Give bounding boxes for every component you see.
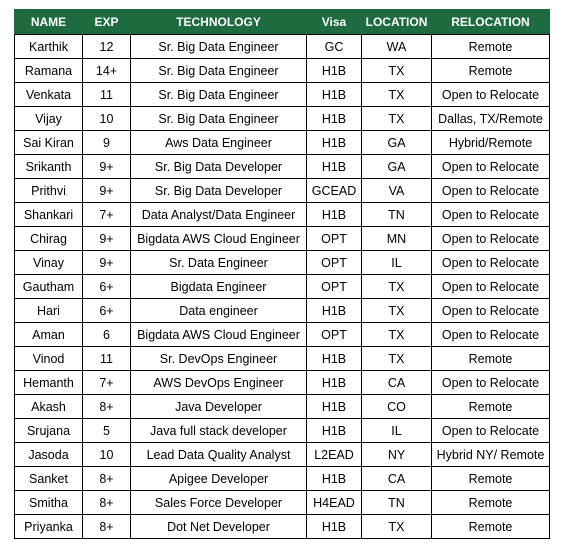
header-exp: EXP (83, 10, 131, 35)
cell-name: Hari (15, 299, 83, 323)
cell-location: TX (362, 107, 432, 131)
cell-relocation: Open to Relocate (432, 371, 550, 395)
cell-visa: H1B (307, 299, 362, 323)
header-relocation: RELOCATION (432, 10, 550, 35)
cell-visa: H1B (307, 107, 362, 131)
cell-location: TN (362, 203, 432, 227)
cell-technology: Aws Data Engineer (131, 131, 307, 155)
cell-exp: 12 (83, 35, 131, 59)
cell-name: Jasoda (15, 443, 83, 467)
cell-name: Prithvi (15, 179, 83, 203)
cell-exp: 14+ (83, 59, 131, 83)
cell-relocation: Remote (432, 59, 550, 83)
cell-name: Sanket (15, 467, 83, 491)
cell-relocation: Open to Relocate (432, 179, 550, 203)
cell-relocation: Hybrid/Remote (432, 131, 550, 155)
cell-visa: H1B (307, 515, 362, 539)
cell-visa: GC (307, 35, 362, 59)
table-row (15, 491, 550, 515)
cell-visa: H1B (307, 203, 362, 227)
cell-exp: 8+ (83, 515, 131, 539)
cell-relocation: Dallas, TX/Remote (432, 107, 550, 131)
header-name: NAME (15, 10, 83, 35)
cell-technology: Lead Data Quality Analyst (131, 443, 307, 467)
cell-technology: Bigdata Engineer (131, 275, 307, 299)
cell-name: Srujana (15, 419, 83, 443)
table-row (15, 131, 550, 155)
cell-technology: Sr. Big Data Developer (131, 155, 307, 179)
cell-exp: 6+ (83, 275, 131, 299)
cell-technology: Sr. Big Data Engineer (131, 35, 307, 59)
table-row (15, 227, 550, 251)
cell-location: IL (362, 419, 432, 443)
table-row (15, 323, 550, 347)
cell-technology: AWS DevOps Engineer (131, 371, 307, 395)
table-row (15, 371, 550, 395)
cell-exp: 7+ (83, 203, 131, 227)
cell-exp: 11 (83, 347, 131, 371)
cell-visa: H1B (307, 83, 362, 107)
cell-relocation: Open to Relocate (432, 299, 550, 323)
cell-relocation: Remote (432, 515, 550, 539)
cell-name: Vinay (15, 251, 83, 275)
cell-relocation: Open to Relocate (432, 203, 550, 227)
cell-location: CA (362, 467, 432, 491)
cell-location: TX (362, 323, 432, 347)
cell-exp: 6 (83, 323, 131, 347)
table-row (15, 83, 550, 107)
cell-name: Chirag (15, 227, 83, 251)
table-row (15, 299, 550, 323)
cell-technology: Sales Force Developer (131, 491, 307, 515)
table-row (15, 179, 550, 203)
cell-relocation: Remote (432, 395, 550, 419)
cell-exp: 10 (83, 443, 131, 467)
cell-name: Priyanka (15, 515, 83, 539)
header-visa: Visa (307, 10, 362, 35)
cell-name: Gautham (15, 275, 83, 299)
cell-technology: Sr. Big Data Engineer (131, 59, 307, 83)
cell-exp: 9+ (83, 155, 131, 179)
table-row (15, 59, 550, 83)
cell-technology: Sr. DevOps Engineer (131, 347, 307, 371)
cell-technology: Dot Net Developer (131, 515, 307, 539)
cell-visa: H1B (307, 371, 362, 395)
cell-exp: 9 (83, 131, 131, 155)
cell-visa: OPT (307, 275, 362, 299)
cell-relocation: Remote (432, 347, 550, 371)
cell-location: TX (362, 83, 432, 107)
table-header (15, 10, 550, 35)
table-row (15, 275, 550, 299)
cell-name: Akash (15, 395, 83, 419)
cell-location: CA (362, 371, 432, 395)
cell-visa: H1B (307, 155, 362, 179)
cell-visa: H1B (307, 59, 362, 83)
cell-visa: H1B (307, 395, 362, 419)
cell-exp: 9+ (83, 227, 131, 251)
cell-relocation: Remote (432, 35, 550, 59)
cell-location: VA (362, 179, 432, 203)
cell-visa: H1B (307, 131, 362, 155)
cell-name: Shankari (15, 203, 83, 227)
candidate-table-container (14, 9, 550, 539)
cell-name: Smitha (15, 491, 83, 515)
cell-exp: 7+ (83, 371, 131, 395)
table-row (15, 395, 550, 419)
cell-relocation: Open to Relocate (432, 83, 550, 107)
cell-exp: 10 (83, 107, 131, 131)
cell-location: NY (362, 443, 432, 467)
table-row (15, 107, 550, 131)
cell-location: GA (362, 131, 432, 155)
cell-visa: OPT (307, 251, 362, 275)
table-row (15, 251, 550, 275)
cell-relocation: Open to Relocate (432, 275, 550, 299)
cell-location: TX (362, 515, 432, 539)
table-row (15, 443, 550, 467)
table-row (15, 35, 550, 59)
table-row (15, 347, 550, 371)
cell-technology: Java full stack developer (131, 419, 307, 443)
cell-location: MN (362, 227, 432, 251)
header-technology: TECHNOLOGY (131, 10, 307, 35)
cell-visa: OPT (307, 227, 362, 251)
cell-technology: Apigee Developer (131, 467, 307, 491)
cell-name: Vinod (15, 347, 83, 371)
cell-visa: L2EAD (307, 443, 362, 467)
cell-relocation: Open to Relocate (432, 419, 550, 443)
cell-relocation: Remote (432, 467, 550, 491)
cell-technology: Data engineer (131, 299, 307, 323)
cell-location: TX (362, 59, 432, 83)
cell-name: Sai Kiran (15, 131, 83, 155)
cell-technology: Bigdata AWS Cloud Engineer (131, 323, 307, 347)
table-row (15, 155, 550, 179)
cell-exp: 5 (83, 419, 131, 443)
cell-technology: Sr. Big Data Engineer (131, 107, 307, 131)
cell-exp: 9+ (83, 179, 131, 203)
cell-name: Vijay (15, 107, 83, 131)
cell-relocation: Open to Relocate (432, 155, 550, 179)
cell-visa: OPT (307, 323, 362, 347)
cell-exp: 11 (83, 83, 131, 107)
cell-technology: Sr. Big Data Engineer (131, 83, 307, 107)
cell-location: TX (362, 275, 432, 299)
header-location: LOCATION (362, 10, 432, 35)
cell-technology: Data Analyst/Data Engineer (131, 203, 307, 227)
cell-relocation: Open to Relocate (432, 251, 550, 275)
table-body (15, 35, 550, 539)
cell-exp: 8+ (83, 467, 131, 491)
cell-location: TX (362, 299, 432, 323)
cell-technology: Java Developer (131, 395, 307, 419)
cell-location: WA (362, 35, 432, 59)
cell-exp: 8+ (83, 395, 131, 419)
cell-technology: Sr. Data Engineer (131, 251, 307, 275)
cell-location: IL (362, 251, 432, 275)
cell-exp: 8+ (83, 491, 131, 515)
cell-relocation: Open to Relocate (432, 323, 550, 347)
cell-technology: Sr. Big Data Developer (131, 179, 307, 203)
cell-location: GA (362, 155, 432, 179)
cell-relocation: Hybrid NY/ Remote (432, 443, 550, 467)
cell-visa: GCEAD (307, 179, 362, 203)
cell-name: Ramana (15, 59, 83, 83)
cell-exp: 6+ (83, 299, 131, 323)
cell-name: Srikanth (15, 155, 83, 179)
header-row (15, 10, 550, 35)
table-row (15, 467, 550, 491)
cell-exp: 9+ (83, 251, 131, 275)
cell-technology: Bigdata AWS Cloud Engineer (131, 227, 307, 251)
candidate-table (14, 9, 550, 539)
cell-location: CO (362, 395, 432, 419)
cell-relocation: Open to Relocate (432, 227, 550, 251)
table-row (15, 203, 550, 227)
cell-name: Karthik (15, 35, 83, 59)
cell-location: TX (362, 347, 432, 371)
cell-location: TN (362, 491, 432, 515)
cell-name: Hemanth (15, 371, 83, 395)
cell-name: Venkata (15, 83, 83, 107)
cell-visa: H1B (307, 347, 362, 371)
table-row (15, 515, 550, 539)
table-row (15, 419, 550, 443)
cell-name: Aman (15, 323, 83, 347)
cell-visa: H1B (307, 419, 362, 443)
cell-visa: H1B (307, 467, 362, 491)
cell-visa: H4EAD (307, 491, 362, 515)
cell-relocation: Remote (432, 491, 550, 515)
